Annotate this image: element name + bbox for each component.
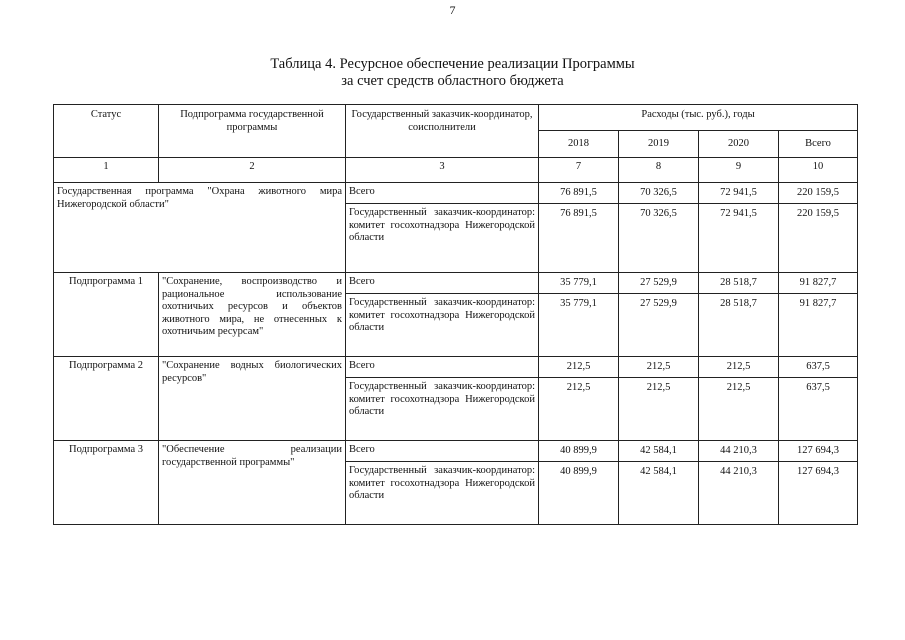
value-total: 637,5 (779, 357, 858, 378)
header-year-2018: 2018 (539, 131, 619, 158)
subprogram-name: "Сохранение, воспроизводство и рациональное использование охотничьих ресурсов и объектов животного мира, не отнесенных к охотничьим ресурсам" (159, 273, 346, 357)
value-total: 637,5 (779, 378, 858, 441)
value-2018: 35 779,1 (539, 273, 619, 294)
value-2019: 27 529,9 (619, 273, 699, 294)
program-name: Государственная программа "Охрана животного мира Нижегородской области" (54, 183, 346, 273)
customer-coordinator: Государственный заказчик-координатор: комитет госохотнадзора Нижегородской области (346, 378, 539, 441)
status-label: Подпрограмма 1 (54, 273, 159, 357)
header-status: Статус (54, 105, 159, 158)
value-total: 220 159,5 (779, 183, 858, 204)
value-2018: 76 891,5 (539, 204, 619, 273)
customer-total-label: Всего (346, 441, 539, 462)
value-2019: 42 584,1 (619, 441, 699, 462)
value-2020: 212,5 (699, 357, 779, 378)
header-year-2020: 2020 (699, 131, 779, 158)
value-2020: 44 210,3 (699, 441, 779, 462)
subprogram-name: "Обеспечение реализации государственной программы" (159, 441, 346, 525)
value-2019: 212,5 (619, 378, 699, 441)
value-2018: 40 899,9 (539, 462, 619, 525)
customer-coordinator: Государственный заказчик-координатор: комитет госохотнадзора Нижегородской области (346, 294, 539, 357)
table-title-line-2: за счет средств областного бюджета (341, 73, 564, 89)
col-number-1: 1 (54, 158, 159, 183)
value-2020: 72 941,5 (699, 183, 779, 204)
table-row (54, 183, 858, 204)
table-row (54, 441, 858, 462)
customer-total-label: Всего (346, 183, 539, 204)
value-2020: 212,5 (699, 378, 779, 441)
value-2020: 28 518,7 (699, 273, 779, 294)
value-total: 127 694,3 (779, 441, 858, 462)
value-total: 220 159,5 (779, 204, 858, 273)
col-number-10: 10 (779, 158, 858, 183)
header-expenses: Расходы (тыс. руб.), годы (539, 105, 858, 131)
value-2018: 76 891,5 (539, 183, 619, 204)
value-2018: 212,5 (539, 357, 619, 378)
value-2019: 70 326,5 (619, 204, 699, 273)
table-title (0, 56, 905, 90)
col-number-8: 8 (619, 158, 699, 183)
value-total: 91 827,7 (779, 273, 858, 294)
status-label: Подпрограмма 3 (54, 441, 159, 525)
header-year-2019: 2019 (619, 131, 699, 158)
value-2018: 35 779,1 (539, 294, 619, 357)
table-header (54, 105, 858, 183)
value-2018: 212,5 (539, 378, 619, 441)
value-2019: 27 529,9 (619, 294, 699, 357)
budget-table (53, 104, 858, 525)
table-body (54, 183, 858, 525)
value-total: 91 827,7 (779, 294, 858, 357)
header-subprogram: Подпрограмма государственной программы (159, 105, 346, 158)
header-customer: Государственный заказчик-координатор, соисполнители (346, 105, 539, 158)
customer-coordinator: Государственный заказчик-координатор: комитет госохотнадзора Нижегородской области (346, 204, 539, 273)
value-2018: 40 899,9 (539, 441, 619, 462)
customer-coordinator: Государственный заказчик-координатор: комитет госохотнадзора Нижегородской области (346, 462, 539, 525)
value-2020: 44 210,3 (699, 462, 779, 525)
status-label: Подпрограмма 2 (54, 357, 159, 441)
table-row (54, 357, 858, 378)
customer-total-label: Всего (346, 273, 539, 294)
table-title-line-1: Таблица 4. Ресурсное обеспечение реализации Программы (270, 56, 635, 72)
value-2019: 212,5 (619, 357, 699, 378)
value-2020: 28 518,7 (699, 294, 779, 357)
col-number-3: 3 (346, 158, 539, 183)
page-number: 7 (449, 3, 456, 17)
value-total: 127 694,3 (779, 462, 858, 525)
value-2019: 42 584,1 (619, 462, 699, 525)
header-total: Всего (779, 131, 858, 158)
col-number-7: 7 (539, 158, 619, 183)
value-2020: 72 941,5 (699, 204, 779, 273)
col-number-2: 2 (159, 158, 346, 183)
table-row (54, 273, 858, 294)
customer-total-label: Всего (346, 357, 539, 378)
subprogram-name: "Сохранение водных биологических ресурсов" (159, 357, 346, 441)
value-2019: 70 326,5 (619, 183, 699, 204)
col-number-9: 9 (699, 158, 779, 183)
